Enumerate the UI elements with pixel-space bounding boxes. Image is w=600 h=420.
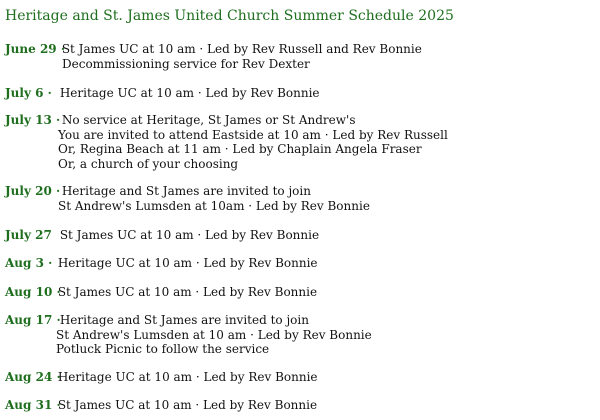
- entry-details: [56, 313, 372, 357]
- entry-line: Heritage UC at 10 am · Led by Rev Bonnie: [54, 256, 318, 270]
- entry-details: [54, 256, 318, 271]
- entry-details: [58, 42, 422, 71]
- entry-line: St James UC at 10 am · Led by Rev Bonnie: [56, 228, 320, 242]
- entry-details: [54, 370, 318, 385]
- entry-line: Decommissioning service for Rev Dexter: [62, 56, 310, 71]
- entry-details: [54, 285, 317, 300]
- entry-line: St Andrew's Lumsden at 10 am · Led by Rev Bonnie: [56, 327, 372, 342]
- entry-date: Aug 10 ·: [5, 285, 61, 299]
- entry-line: Potluck Picnic to follow the service: [56, 342, 270, 356]
- entry-line: Heritage and St James are invited to join: [58, 184, 311, 198]
- entry-line: Heritage UC at 10 am · Led by Rev Bonnie: [56, 86, 320, 100]
- entry-line: Heritage and St James are invited to join: [56, 313, 309, 327]
- entry-line: St James UC at 10 am · Led by Rev Bonnie: [54, 285, 318, 299]
- entry-date: Aug 3 ·: [5, 256, 53, 270]
- entry-line: Or, Regina Beach at 11 am · Led by Chaplain Angela Fraser: [58, 142, 422, 156]
- entry-line: You are invited to attend Eastside at 10 am · Led by Rev Russell: [58, 127, 448, 142]
- entry-date: Aug 24 ·: [5, 370, 61, 384]
- entry-details: [54, 398, 317, 413]
- entry-date: July 13 ·: [5, 113, 61, 127]
- entry-details: [58, 184, 370, 213]
- entry-date: July 6 ·: [5, 86, 52, 100]
- entry-date: Aug 17 ·: [5, 313, 61, 327]
- entry-line: No service at Heritage, St James or St Andrew's: [58, 113, 356, 127]
- entry-line: St James UC at 10 am · Led by Rev Russell and Rev Bonnie: [58, 42, 422, 56]
- entry-details: [58, 113, 448, 171]
- entry-line: Heritage UC at 10 am · Led by Rev Bonnie: [54, 370, 318, 384]
- entry-details: [56, 228, 319, 243]
- entry-line: St Andrew's Lumsden at 10am · Led by Rev Bonnie: [58, 198, 370, 213]
- entry-date: Aug 31 ·: [5, 398, 61, 412]
- entry-date: July 20 ·: [5, 184, 61, 198]
- entry-details: [56, 86, 320, 101]
- entry-date: June 29 ·: [5, 42, 65, 56]
- entry-line: Or, a church of your choosing: [58, 156, 239, 171]
- page-title: Heritage and St. James United Church Summer Schedule 2025: [5, 8, 454, 24]
- entry-date: July 27: [5, 228, 52, 242]
- entry-line: St James UC at 10 am · Led by Rev Bonnie: [54, 398, 318, 412]
